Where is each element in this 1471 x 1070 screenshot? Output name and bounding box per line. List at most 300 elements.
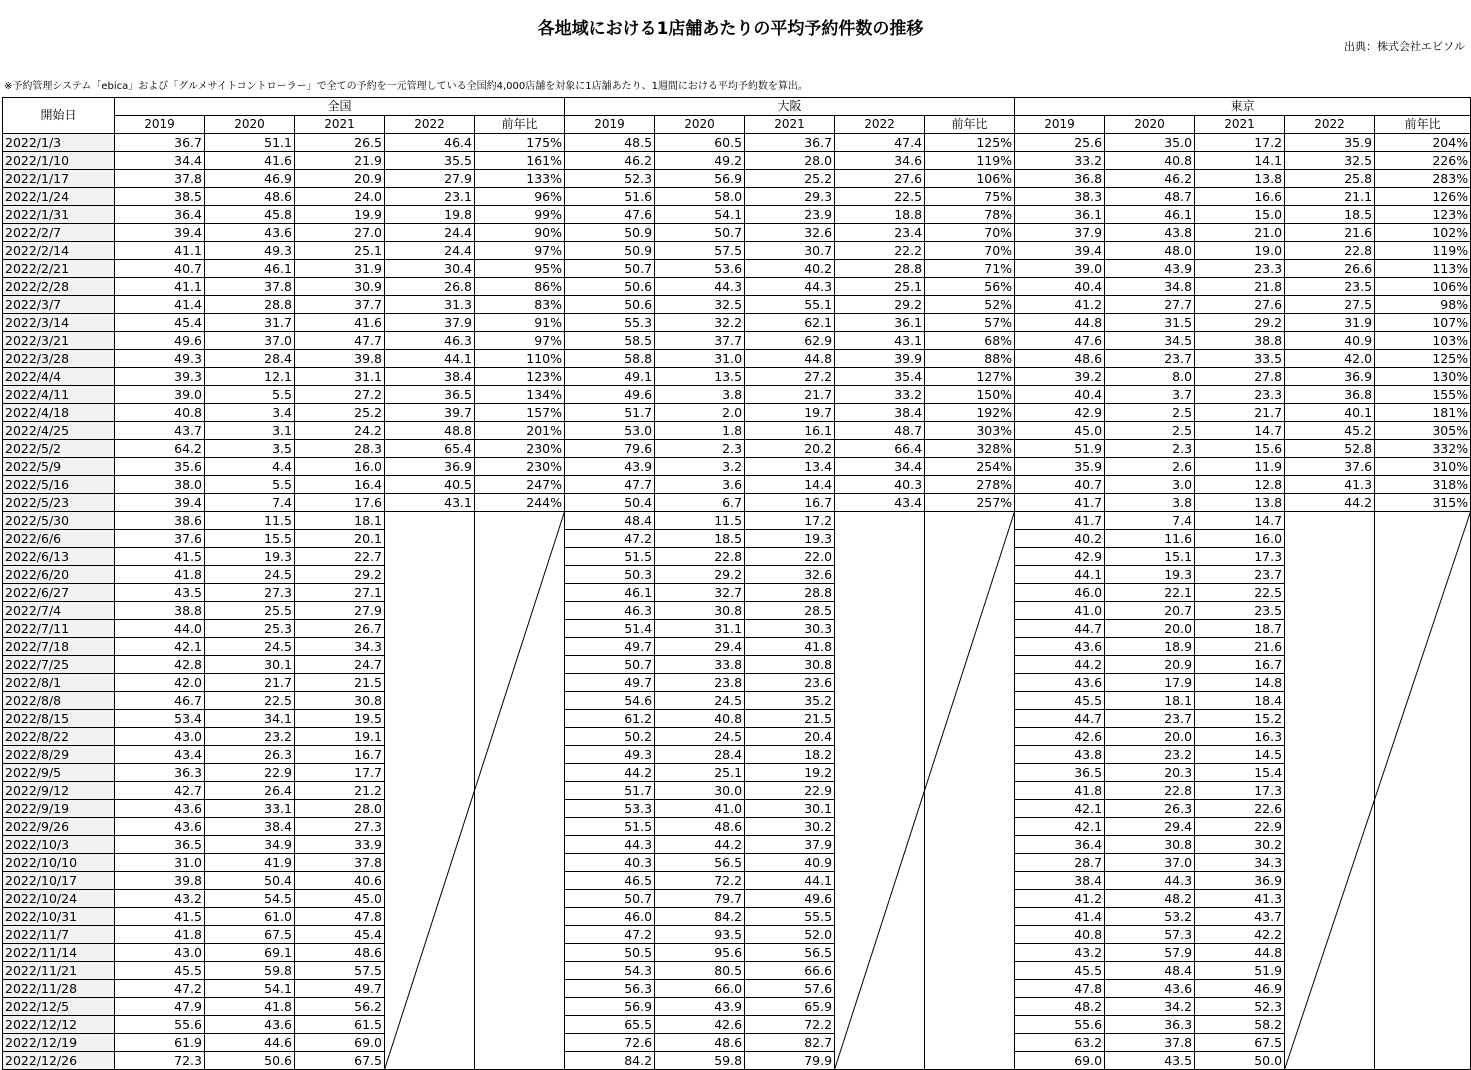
value-cell: 49.7 <box>295 980 385 998</box>
value-cell: 50.4 <box>205 872 295 890</box>
empty-cell <box>475 566 565 584</box>
value-cell: 11.5 <box>205 512 295 530</box>
date-cell: 2022/4/18 <box>3 404 115 422</box>
value-cell: 48.4 <box>565 512 655 530</box>
value-cell: 93.5 <box>655 926 745 944</box>
value-cell: 37.9 <box>745 836 835 854</box>
value-cell: 50.5 <box>565 944 655 962</box>
value-cell: 20.7 <box>1105 602 1195 620</box>
value-cell: 15.2 <box>1195 710 1285 728</box>
value-cell: 49.2 <box>655 152 745 170</box>
value-cell: 41.4 <box>1015 908 1105 926</box>
value-cell: 48.7 <box>835 422 925 440</box>
table-row <box>3 818 1471 836</box>
empty-cell <box>475 800 565 818</box>
value-cell: 17.2 <box>1195 134 1285 152</box>
value-cell: 38.8 <box>1195 332 1285 350</box>
year-header: 2020 <box>655 116 745 134</box>
value-cell: 36.9 <box>385 458 475 476</box>
value-cell: 26.8 <box>385 278 475 296</box>
empty-cell <box>385 530 475 548</box>
value-cell: 67.5 <box>205 926 295 944</box>
value-cell: 54.1 <box>205 980 295 998</box>
value-cell: 15.0 <box>1195 206 1285 224</box>
value-cell: 61.0 <box>205 908 295 926</box>
date-cell: 2022/3/7 <box>3 296 115 314</box>
value-cell: 27.3 <box>295 818 385 836</box>
value-cell: 52.8 <box>1285 440 1375 458</box>
date-cell: 2022/12/19 <box>3 1034 115 1052</box>
value-cell: 13.8 <box>1195 494 1285 512</box>
empty-cell <box>925 566 1015 584</box>
value-cell: 50.2 <box>565 728 655 746</box>
value-cell: 55.6 <box>115 1016 205 1034</box>
empty-cell <box>475 602 565 620</box>
value-cell: 226% <box>1375 152 1471 170</box>
date-cell: 2022/12/26 <box>3 1052 115 1070</box>
empty-cell <box>925 746 1015 764</box>
empty-cell <box>1285 962 1375 980</box>
value-cell: 27.7 <box>1105 296 1195 314</box>
value-cell: 283% <box>1375 170 1471 188</box>
value-cell: 48.6 <box>295 944 385 962</box>
value-cell: 66.4 <box>835 440 925 458</box>
value-cell: 49.7 <box>565 674 655 692</box>
value-cell: 54.1 <box>655 206 745 224</box>
value-cell: 42.1 <box>1015 800 1105 818</box>
date-cell: 2022/4/4 <box>3 368 115 386</box>
table-row <box>3 602 1471 620</box>
value-cell: 36.9 <box>1285 368 1375 386</box>
empty-cell <box>835 512 925 530</box>
date-cell: 2022/5/2 <box>3 440 115 458</box>
value-cell: 60.5 <box>655 134 745 152</box>
value-cell: 61.5 <box>295 1016 385 1034</box>
value-cell: 44.7 <box>1015 620 1105 638</box>
empty-cell <box>385 674 475 692</box>
empty-cell <box>385 944 475 962</box>
year-header: 2022 <box>385 116 475 134</box>
value-cell: 41.2 <box>1015 890 1105 908</box>
empty-cell <box>475 710 565 728</box>
empty-cell <box>1375 566 1471 584</box>
value-cell: 20.0 <box>1105 728 1195 746</box>
value-cell: 46.2 <box>1105 170 1195 188</box>
value-cell: 39.4 <box>115 494 205 512</box>
empty-cell <box>385 1034 475 1052</box>
value-cell: 12.1 <box>205 368 295 386</box>
date-cell: 2022/12/12 <box>3 1016 115 1034</box>
reservation-table <box>2 97 1471 1070</box>
empty-cell <box>1375 1034 1471 1052</box>
date-cell: 2022/11/14 <box>3 944 115 962</box>
date-cell: 2022/7/25 <box>3 656 115 674</box>
value-cell: 40.6 <box>295 872 385 890</box>
value-cell: 26.3 <box>205 746 295 764</box>
value-cell: 41.2 <box>1015 296 1105 314</box>
value-cell: 38.4 <box>205 818 295 836</box>
empty-cell <box>1375 926 1471 944</box>
empty-cell <box>385 818 475 836</box>
value-cell: 34.2 <box>1105 998 1195 1016</box>
date-cell: 2022/8/15 <box>3 710 115 728</box>
value-cell: 278% <box>925 476 1015 494</box>
empty-cell <box>925 980 1015 998</box>
value-cell: 18.7 <box>1195 620 1285 638</box>
value-cell: 22.1 <box>1105 584 1195 602</box>
value-cell: 2.5 <box>1105 422 1195 440</box>
value-cell: 303% <box>925 422 1015 440</box>
empty-cell <box>925 638 1015 656</box>
empty-cell <box>475 782 565 800</box>
value-cell: 125% <box>1375 350 1471 368</box>
empty-cell <box>1285 638 1375 656</box>
value-cell: 25.1 <box>835 278 925 296</box>
value-cell: 3.8 <box>655 386 745 404</box>
value-cell: 15.1 <box>1105 548 1195 566</box>
value-cell: 27.1 <box>295 584 385 602</box>
empty-cell <box>475 998 565 1016</box>
value-cell: 37.7 <box>295 296 385 314</box>
value-cell: 44.3 <box>745 278 835 296</box>
value-cell: 3.0 <box>1105 476 1195 494</box>
value-cell: 20.9 <box>1105 656 1195 674</box>
table-row <box>3 332 1471 350</box>
value-cell: 50.6 <box>565 296 655 314</box>
value-cell: 79.7 <box>655 890 745 908</box>
value-cell: 41.8 <box>745 638 835 656</box>
value-cell: 37.7 <box>655 332 745 350</box>
table-row <box>3 494 1471 512</box>
empty-cell <box>1375 836 1471 854</box>
empty-cell <box>835 728 925 746</box>
value-cell: 24.5 <box>205 566 295 584</box>
value-cell: 23.3 <box>1195 386 1285 404</box>
value-cell: 38.4 <box>385 368 475 386</box>
value-cell: 43.9 <box>1105 260 1195 278</box>
empty-cell <box>835 746 925 764</box>
value-cell: 30.1 <box>745 800 835 818</box>
empty-cell <box>835 710 925 728</box>
value-cell: 37.8 <box>1105 1034 1195 1052</box>
value-cell: 29.3 <box>745 188 835 206</box>
value-cell: 97% <box>475 242 565 260</box>
value-cell: 56.9 <box>565 998 655 1016</box>
value-cell: 16.7 <box>295 746 385 764</box>
value-cell: 25.3 <box>205 620 295 638</box>
value-cell: 42.1 <box>1015 818 1105 836</box>
empty-cell <box>385 962 475 980</box>
value-cell: 28.8 <box>835 260 925 278</box>
value-cell: 22.9 <box>1195 818 1285 836</box>
value-cell: 47.6 <box>565 206 655 224</box>
value-cell: 6.7 <box>655 494 745 512</box>
value-cell: 47.2 <box>565 926 655 944</box>
value-cell: 27.6 <box>1195 296 1285 314</box>
value-cell: 28.0 <box>745 152 835 170</box>
value-cell: 33.9 <box>295 836 385 854</box>
empty-cell <box>1285 926 1375 944</box>
value-cell: 51.5 <box>565 818 655 836</box>
empty-cell <box>925 512 1015 530</box>
value-cell: 201% <box>475 422 565 440</box>
value-cell: 3.5 <box>205 440 295 458</box>
value-cell: 23.4 <box>835 224 925 242</box>
empty-cell <box>385 890 475 908</box>
table-row <box>3 800 1471 818</box>
value-cell: 47.7 <box>295 332 385 350</box>
value-cell: 63.2 <box>1015 1034 1105 1052</box>
value-cell: 56% <box>925 278 1015 296</box>
year-header: 2020 <box>1105 116 1195 134</box>
value-cell: 39.4 <box>115 224 205 242</box>
value-cell: 29.2 <box>295 566 385 584</box>
value-cell: 36.5 <box>1015 764 1105 782</box>
year-header: 前年比 <box>925 116 1015 134</box>
value-cell: 37.8 <box>295 854 385 872</box>
value-cell: 35.6 <box>115 458 205 476</box>
value-cell: 41.3 <box>1285 476 1375 494</box>
value-cell: 38.5 <box>115 188 205 206</box>
empty-cell <box>1375 584 1471 602</box>
value-cell: 31.7 <box>205 314 295 332</box>
value-cell: 50.0 <box>1195 1052 1285 1070</box>
date-cell: 2022/8/22 <box>3 728 115 746</box>
value-cell: 27.2 <box>295 386 385 404</box>
value-cell: 45.0 <box>295 890 385 908</box>
value-cell: 70% <box>925 242 1015 260</box>
value-cell: 21.5 <box>295 674 385 692</box>
empty-cell <box>835 998 925 1016</box>
empty-cell <box>385 1016 475 1034</box>
value-cell: 318% <box>1375 476 1471 494</box>
empty-cell <box>385 908 475 926</box>
value-cell: 33.2 <box>1015 152 1105 170</box>
value-cell: 31.9 <box>295 260 385 278</box>
empty-cell <box>385 710 475 728</box>
value-cell: 39.8 <box>295 350 385 368</box>
value-cell: 23.7 <box>1105 710 1195 728</box>
table-row <box>3 512 1471 530</box>
value-cell: 127% <box>925 368 1015 386</box>
empty-cell <box>385 620 475 638</box>
value-cell: 20.3 <box>1105 764 1195 782</box>
value-cell: 36.4 <box>115 206 205 224</box>
empty-cell <box>1285 998 1375 1016</box>
value-cell: 332% <box>1375 440 1471 458</box>
value-cell: 46.9 <box>1195 980 1285 998</box>
value-cell: 36.8 <box>1015 170 1105 188</box>
date-cell: 2022/1/3 <box>3 134 115 152</box>
empty-cell <box>475 944 565 962</box>
value-cell: 18.1 <box>1105 692 1195 710</box>
date-cell: 2022/8/29 <box>3 746 115 764</box>
empty-cell <box>385 638 475 656</box>
value-cell: 192% <box>925 404 1015 422</box>
value-cell: 30.4 <box>385 260 475 278</box>
value-cell: 18.8 <box>835 206 925 224</box>
empty-cell <box>835 674 925 692</box>
value-cell: 86% <box>475 278 565 296</box>
value-cell: 30.7 <box>745 242 835 260</box>
empty-cell <box>475 980 565 998</box>
date-cell: 2022/6/6 <box>3 530 115 548</box>
value-cell: 36.9 <box>1195 872 1285 890</box>
value-cell: 24.4 <box>385 224 475 242</box>
value-cell: 91% <box>475 314 565 332</box>
empty-cell <box>385 548 475 566</box>
date-cell: 2022/9/26 <box>3 818 115 836</box>
table-row <box>3 476 1471 494</box>
date-cell: 2022/6/27 <box>3 584 115 602</box>
value-cell: 41.8 <box>1015 782 1105 800</box>
value-cell: 34.4 <box>835 458 925 476</box>
value-cell: 123% <box>475 368 565 386</box>
value-cell: 48.0 <box>1105 242 1195 260</box>
empty-cell <box>925 854 1015 872</box>
value-cell: 39.0 <box>1015 260 1105 278</box>
value-cell: 23.5 <box>1285 278 1375 296</box>
value-cell: 15.6 <box>1195 440 1285 458</box>
empty-cell <box>475 836 565 854</box>
value-cell: 47.8 <box>1015 980 1105 998</box>
value-cell: 22.9 <box>745 782 835 800</box>
value-cell: 46.9 <box>205 170 295 188</box>
value-cell: 46.7 <box>115 692 205 710</box>
value-cell: 55.5 <box>745 908 835 926</box>
value-cell: 31.9 <box>1285 314 1375 332</box>
value-cell: 41.3 <box>1195 890 1285 908</box>
value-cell: 49.3 <box>205 242 295 260</box>
value-cell: 41.7 <box>1015 494 1105 512</box>
value-cell: 40.3 <box>835 476 925 494</box>
value-cell: 41.8 <box>205 998 295 1016</box>
value-cell: 58.5 <box>565 332 655 350</box>
empty-cell <box>1375 602 1471 620</box>
value-cell: 43.2 <box>115 890 205 908</box>
value-cell: 50.6 <box>205 1052 295 1070</box>
empty-cell <box>1285 656 1375 674</box>
value-cell: 42.6 <box>655 1016 745 1034</box>
value-cell: 70% <box>925 224 1015 242</box>
value-cell: 41.8 <box>115 566 205 584</box>
value-cell: 46.1 <box>565 584 655 602</box>
value-cell: 26.6 <box>1285 260 1375 278</box>
value-cell: 37.6 <box>1285 458 1375 476</box>
empty-cell <box>1375 890 1471 908</box>
empty-cell <box>925 692 1015 710</box>
value-cell: 161% <box>475 152 565 170</box>
empty-cell <box>475 890 565 908</box>
value-cell: 5.5 <box>205 476 295 494</box>
value-cell: 34.3 <box>295 638 385 656</box>
value-cell: 50.9 <box>565 242 655 260</box>
value-cell: 51.7 <box>565 782 655 800</box>
value-cell: 23.3 <box>1195 260 1285 278</box>
value-cell: 106% <box>925 170 1015 188</box>
value-cell: 46.5 <box>565 872 655 890</box>
value-cell: 44.3 <box>655 278 745 296</box>
value-cell: 52.3 <box>565 170 655 188</box>
value-cell: 53.4 <box>115 710 205 728</box>
value-cell: 16.7 <box>745 494 835 512</box>
empty-cell <box>475 854 565 872</box>
value-cell: 67.5 <box>1195 1034 1285 1052</box>
value-cell: 35.0 <box>1105 134 1195 152</box>
value-cell: 50.7 <box>565 890 655 908</box>
value-cell: 50.7 <box>565 656 655 674</box>
table-row <box>3 674 1471 692</box>
table-row <box>3 980 1471 998</box>
empty-cell <box>475 512 565 530</box>
empty-cell <box>1375 764 1471 782</box>
value-cell: 38.4 <box>835 404 925 422</box>
empty-cell <box>385 728 475 746</box>
value-cell: 50.7 <box>565 260 655 278</box>
value-cell: 62.1 <box>745 314 835 332</box>
empty-cell <box>385 512 475 530</box>
empty-cell <box>475 908 565 926</box>
value-cell: 45.5 <box>1015 962 1105 980</box>
year-header: 2019 <box>565 116 655 134</box>
empty-cell <box>835 764 925 782</box>
empty-cell <box>835 926 925 944</box>
value-cell: 88% <box>925 350 1015 368</box>
empty-cell <box>1375 908 1471 926</box>
value-cell: 45.0 <box>1015 422 1105 440</box>
empty-cell <box>1285 530 1375 548</box>
value-cell: 45.8 <box>205 206 295 224</box>
date-header: 開始日 <box>3 98 115 134</box>
value-cell: 49.6 <box>565 386 655 404</box>
value-cell: 36.3 <box>1105 1016 1195 1034</box>
value-cell: 51.9 <box>1195 962 1285 980</box>
value-cell: 37.9 <box>1015 224 1105 242</box>
empty-cell <box>925 602 1015 620</box>
value-cell: 65.9 <box>745 998 835 1016</box>
value-cell: 204% <box>1375 134 1471 152</box>
table-row <box>3 1016 1471 1034</box>
date-cell: 2022/3/21 <box>3 332 115 350</box>
value-cell: 45.4 <box>295 926 385 944</box>
value-cell: 244% <box>475 494 565 512</box>
date-cell: 2022/9/5 <box>3 764 115 782</box>
empty-cell <box>925 710 1015 728</box>
table-row <box>3 1034 1471 1052</box>
value-cell: 84.2 <box>565 1052 655 1070</box>
empty-cell <box>1285 710 1375 728</box>
empty-cell <box>385 926 475 944</box>
value-cell: 32.6 <box>745 566 835 584</box>
empty-cell <box>1285 800 1375 818</box>
date-cell: 2022/1/24 <box>3 188 115 206</box>
group-header-tokyo: 東京 <box>1015 98 1471 116</box>
value-cell: 51.4 <box>565 620 655 638</box>
year-header: 2022 <box>835 116 925 134</box>
table-row <box>3 440 1471 458</box>
table-row <box>3 350 1471 368</box>
empty-cell <box>1285 890 1375 908</box>
empty-cell <box>925 674 1015 692</box>
empty-cell <box>835 1016 925 1034</box>
empty-cell <box>835 620 925 638</box>
value-cell: 123% <box>1375 206 1471 224</box>
value-cell: 46.4 <box>385 134 475 152</box>
year-header: 2021 <box>295 116 385 134</box>
value-cell: 28.3 <box>295 440 385 458</box>
empty-cell <box>925 1034 1015 1052</box>
empty-cell <box>1285 908 1375 926</box>
